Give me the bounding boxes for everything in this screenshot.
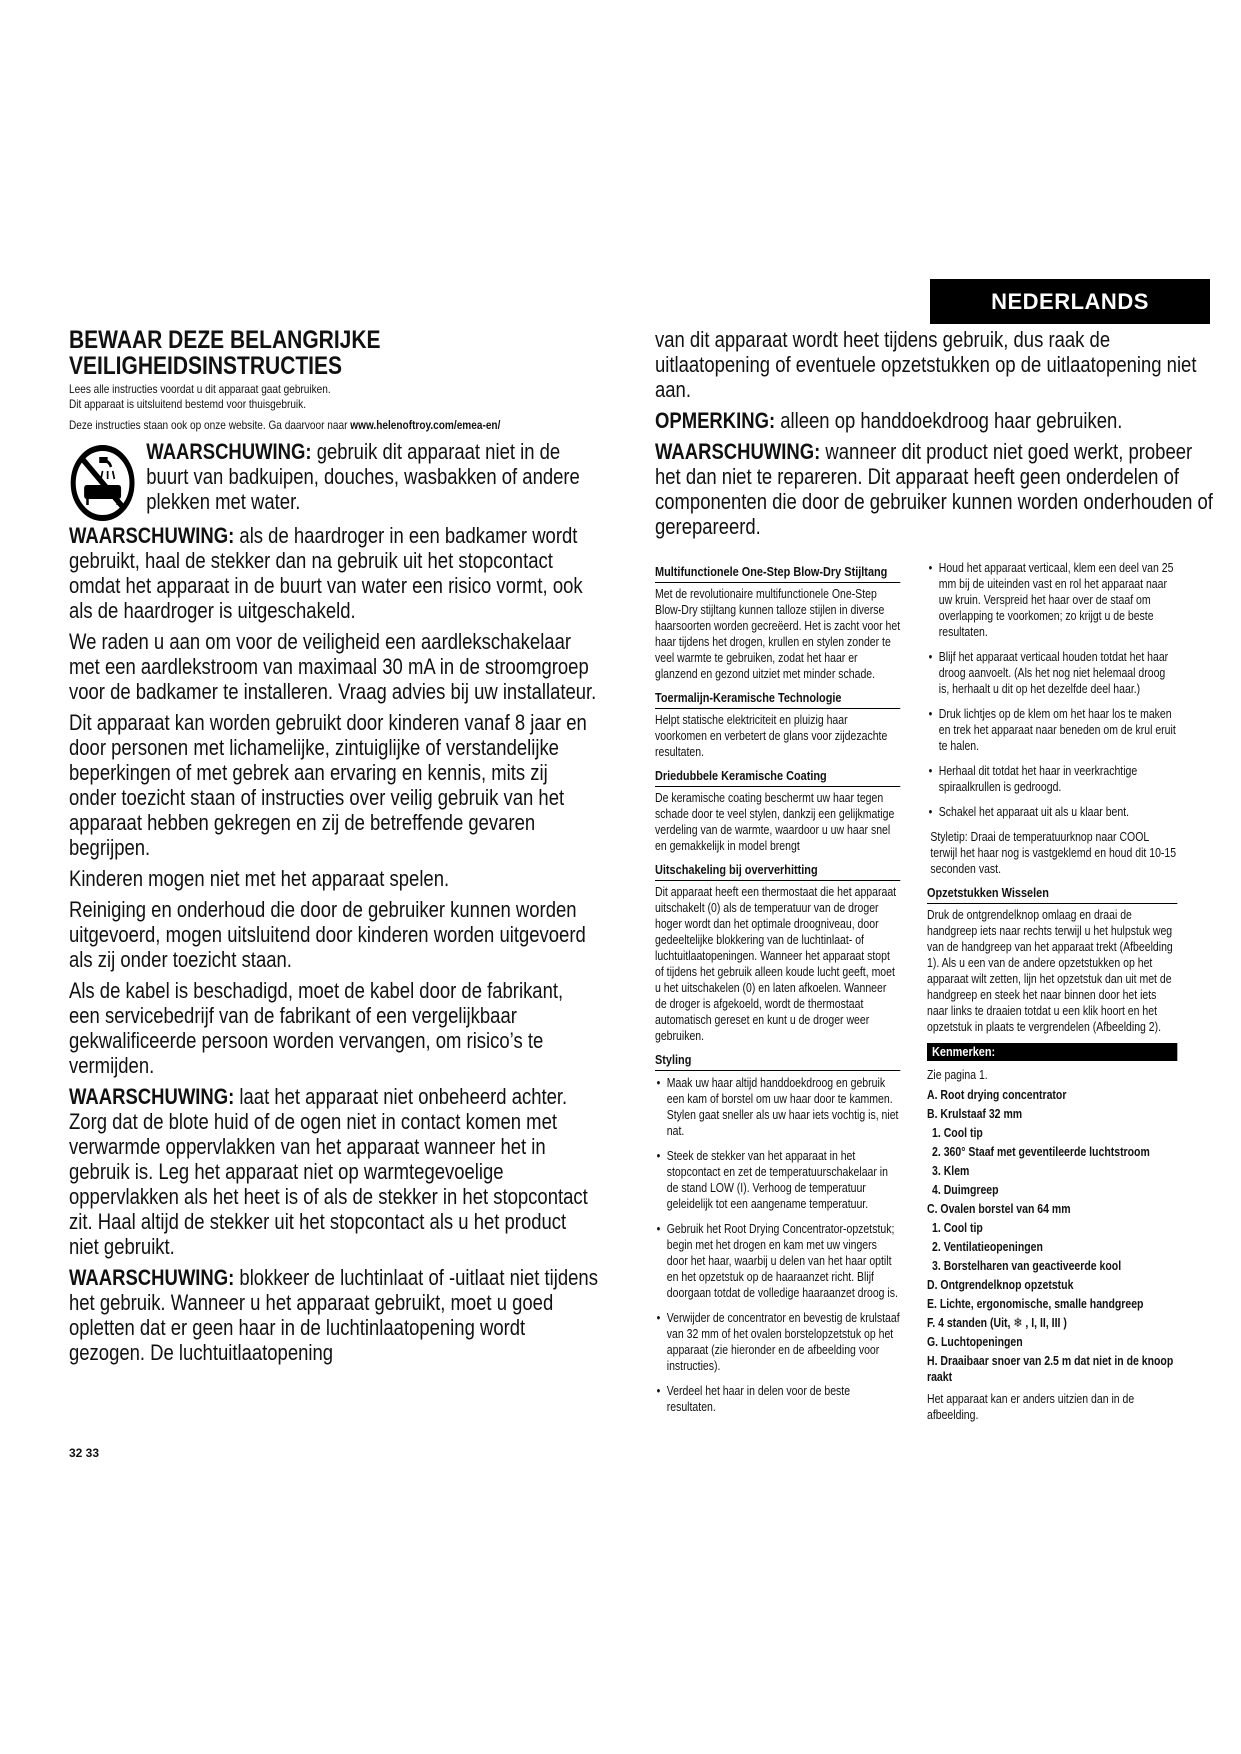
paragraph-rcd: We raden u aan om voor de veiligheid een aardlekschakelaar met een aardlekstroom van maximaal 30 mA in de stroomgroep voor de badkamer te installeren. Vraag advies bij uw installateur. — [69, 629, 597, 704]
title-line-1: BEWAAR DEZE BELANGRIJKE — [69, 326, 381, 354]
list-item: • Blijf het apparaat verticaal houden totdat het haar droog aanvoelt. (Als het nog niet helemaal droog is, herhaalt u dit op het dezelfde deel haar.) — [927, 649, 1177, 697]
list-item: • Verdeel het haar in delen voor de beste resultaten. — [655, 1383, 900, 1415]
feature-item: 2. 360° Staaf met geventileerde luchtstroom — [932, 1145, 1150, 1159]
intro-line-2: Dit apparaat is uitsluitend bestemd voor thuisgebruik. — [69, 397, 307, 411]
intro-line-1: Lees alle instructies voordat u dit apparaat gaat gebruiken. — [69, 382, 331, 396]
list-item: • Verwijder de concentrator en bevestig de krulstaaf van 32 mm of het ovalen borstelopzetstuk op het apparaat (zie hieronder en de afbeelding voor instructies). — [655, 1310, 900, 1374]
text-tourmaline: Helpt statische elektriciteit en pluizig haar voorkomen en verbetert de glans voor zijdezachte resultaten. — [655, 713, 888, 759]
note-label: OPMERKING: — [655, 408, 776, 433]
list-item: • Maak uw haar altijd handdoekdroog en gebruik een kam of borstel om uw haar door te kammen. Stylen gaat sneller als uw haar iets vochtig is, niet nat. — [655, 1075, 900, 1139]
text-ceramic: De keramische coating beschermt uw haar tegen schade door te veel stylen, dankzij een gelijkmatige verdeling van de warmte, waardoor u uw haar snel en gemakkelijk in model brengt — [655, 791, 895, 853]
warning-continued: van dit apparaat wordt heet tijdens gebruik, dus raak de uitlaatopening of eventuele opzetstukken op de uitlaatopening niet aan. — [655, 327, 1197, 402]
feature-item — [927, 1315, 1177, 1331]
warning-label: WAARSCHUWING: — [69, 523, 235, 548]
list-item: • Gebruik het Root Drying Concentrator-opzetstuk; begin met het drogen en kam met uw vingers door het haar, waarbij u delen van het haar optilt en het opzetstuk op de haaraanzet richt. Blijf doorgaan totdat de volledige haaraanzet droog is. — [655, 1221, 900, 1301]
feature-item: 1. Cool tip — [932, 1221, 983, 1235]
warning-4 — [69, 1265, 599, 1365]
heading-tourmaline: Toermalijn-Keramische Technologie — [655, 690, 900, 709]
feature-item: D. Ontgrendelknop opzetstuk — [927, 1278, 1074, 1292]
feature-f-lead: F. 4 standen (Uit, — [927, 1316, 1014, 1330]
warning-3-text: laat het apparaat niet onbeheerd achter. Zorg dat de blote huid of de ogen niet in contact komen met verwarmde oppervlakken van het apparaat wanneer het in gebruik is. Leg het apparaat niet op warmtegevoelige oppervlakken als het heet is of als de stekker in het stopcontact zit. Haal altijd de stekker uit het stopcontact als u het product niet gebruikt. — [69, 1084, 588, 1259]
title-line-2: VEILIGHEIDSINSTRUCTIES — [69, 352, 343, 380]
warning-label: WAARSCHUWING: — [655, 439, 821, 464]
feature-item: 4. Duimgreep — [932, 1183, 999, 1197]
disclaimer: Het apparaat kan er anders uitzien dan in de afbeelding. — [927, 1392, 1135, 1422]
feature-item: H. Draaibaar snoer van 2.5 m dat niet in de knoop raakt — [927, 1354, 1174, 1384]
water-warning-row — [69, 439, 599, 523]
feature-item: G. Luchtopeningen — [927, 1335, 1023, 1349]
feature-item: 3. Klem — [932, 1164, 970, 1178]
warning-2 — [69, 523, 599, 623]
curling-list — [927, 560, 1177, 820]
features-list — [927, 1087, 1177, 1385]
snowflake-icon: ❄ — [1013, 1315, 1023, 1330]
heading-multifunctional: Multifunctionele One-Step Blow-Dry Stijltang — [655, 564, 900, 583]
paragraph-no-play: Kinderen mogen niet met het apparaat spelen. — [69, 866, 450, 891]
styletip: Styletip: Draai de temperatuurknop naar COOL terwijl het haar nog is vastgeklemd en houd dit 10-15 seconden vast. — [930, 830, 1177, 876]
left-column — [69, 326, 598, 1371]
see-page: Zie pagina 1. — [927, 1068, 988, 1082]
text-multifunctional: Met de revolutionaire multifunctionele One-Step Blow-Dry stijltang kunnen talloze stijlen in diverse haarsoorten worden gecreëerd. Het is zacht voor het haar tijdens het drogen, krullen en stylen zonder te veel warmte te gebruiken, zodat het haar er glanzend en gezond uitziet met minder schade. — [655, 587, 901, 681]
feature-item: C. Ovalen borstel van 64 mm — [927, 1202, 1071, 1216]
website-text — [69, 418, 599, 433]
right-top-column — [655, 327, 1213, 545]
heading-features: Kenmerken: — [927, 1043, 1177, 1061]
feature-item: E. Lichte, ergonomische, smalle handgreep — [927, 1297, 1144, 1311]
warning-label: WAARSCHUWING: — [69, 1084, 235, 1109]
text-attachments: Druk de ontgrendelknop omlaag en draai de handgreep iets naar rechts terwijl u het hulpstuk weg van de handgreep van het apparaat trekt (Afbeelding 1). Als u een van de andere opzetstukken op het apparaat wilt zetten, lijn het opzetstuk dan uit met de handgreep en steek het naar binnen door het iets naar links te draaien totdat u een klik hoort en het opzetstuk in plaats te vergrendelen (Afbeelding 2). — [927, 908, 1173, 1034]
website-lead: Deze instructies staan ook op onze website. Ga daarvoor naar — [69, 418, 351, 432]
warning-1-text: gebruik dit apparaat niet in de buurt van badkuipen, douches, wasbakken of andere plekken met water. — [146, 439, 580, 514]
list-item: • Houd het apparaat verticaal, klem een deel van 25 mm bij de uiteinden vast en rol het apparaat naar uw kruin. Verspreid het haar over de staaf om overlapping te voorkomen; zo krijgt u de beste resultaten. — [927, 560, 1177, 640]
paragraph-cable: Als de kabel is beschadigd, moet de kabel door de fabrikant, een servicebedrijf van de fabrikant of een vergelijkbaar gekwalificeerde persoon worden vervangen, om risico’s te vermijden. — [69, 978, 564, 1078]
far-right-column — [927, 560, 1177, 1427]
list-item: • Herhaal dit totdat het haar in veerkrachtige spiraalkrullen is gedroogd. — [927, 763, 1177, 795]
list-item: • Druk lichtjes op de klem om het haar los te maken en trek het apparaat naar beneden om de krul eruit te halen. — [927, 706, 1177, 754]
feature-item: B. Krulstaaf 32 mm — [927, 1107, 1023, 1121]
warning-1 — [146, 439, 599, 514]
warning-3 — [69, 1084, 599, 1259]
website-url: www.helenoftroy.com/emea-en/ — [350, 418, 501, 432]
feature-item: 2. Ventilatieopeningen — [932, 1240, 1043, 1254]
note — [655, 408, 1214, 433]
intro-text — [69, 382, 599, 412]
middle-column — [655, 564, 901, 1424]
warning-2-text: als de haardroger in een badkamer wordt gebruikt, haal de stekker dan na gebruik uit het stopcontact omdat het apparaat in de buurt van water een risico vormt, ook als de haardroger is uitgeschakeld. — [69, 523, 583, 623]
feature-item: 3. Borstelharen van geactiveerde kool — [932, 1259, 1122, 1273]
language-label: NEDERLANDS — [930, 279, 1210, 324]
list-item: • Steek de stekker van het apparaat in het stopcontact en zet de temperatuurschakelaar in de stand LOW (I). Verhoog de temperatuur geleidelijk tot een aangename temperatuur. — [655, 1148, 900, 1212]
safety-title — [69, 327, 599, 379]
heading-ceramic: Driedubbele Keramische Coating — [655, 768, 900, 787]
feature-item: 1. Cool tip — [932, 1126, 983, 1140]
note-text: alleen op handdoekdroog haar gebruiken. — [775, 408, 1123, 433]
styling-list — [655, 1075, 900, 1415]
warning-repair-text: wanneer dit product niet goed werkt, probeer het dan niet te repareren. Dit apparaat heeft geen onderdelen of componenten die door de gebruiker kunnen worden onderhouden of gerepareerd. — [655, 439, 1213, 539]
warning-label: WAARSCHUWING: — [69, 1265, 235, 1290]
feature-item: A. Root drying concentrator — [927, 1088, 1067, 1102]
heading-overheat: Uitschakeling bij oververhitting — [655, 862, 900, 881]
paragraph-children: Dit apparaat kan worden gebruikt door kinderen vanaf 8 jaar en door personen met lichamelijke, zintuiglijke of verstandelijke beperkingen of met gebrek aan ervaring en kennis, mits zij onder toezicht staan of instructies over veilig gebruik van het apparaat hebben gekregen en zij de betreffende gevaren begrijpen. — [69, 710, 587, 860]
page-numbers: 32 33 — [69, 1446, 100, 1460]
list-item: • Schakel het apparaat uit als u klaar bent. — [927, 804, 1177, 820]
heading-attachments: Opzetstukken Wisselen — [927, 885, 1177, 904]
text-overheat: Dit apparaat heeft een thermostaat die het apparaat uitschakelt (0) als de temperatuur van de droger hoger wordt dan het optimale droogniveau, door gedeeltelijke blokkering van de luchtinlaat- of luchtuitlaatopeningen. Wanneer het apparaat stopt of tijdens het gebruik alleen koude lucht geeft, moet u het uitschakelen (0) en laten afkoelen. Wanneer de droger is afgekoeld, wordt de thermostaat automatisch gereset en kunt u de droger weer gebruiken. — [655, 885, 897, 1043]
warning-repair — [655, 439, 1214, 539]
warning-4-text: blokkeer de luchtinlaat of -uitlaat niet tijdens het gebruik. Wanneer u het apparaat gebruikt, moet u goed opletten dat er geen haar in de luchtinlaatopening wordt gezogen. De luchtuitlaatopening — [69, 1265, 598, 1365]
no-bath-water-icon — [69, 443, 136, 523]
paragraph-cleaning: Reiniging en onderhoud die door de gebruiker kunnen worden uitgevoerd, mogen uitsluitend door kinderen worden uitgevoerd als zij onder toezicht staan. — [69, 897, 586, 972]
feature-f-tail: , I, II, III ) — [1022, 1316, 1067, 1330]
warning-label: WAARSCHUWING: — [146, 439, 312, 464]
heading-styling: Styling — [655, 1052, 900, 1071]
